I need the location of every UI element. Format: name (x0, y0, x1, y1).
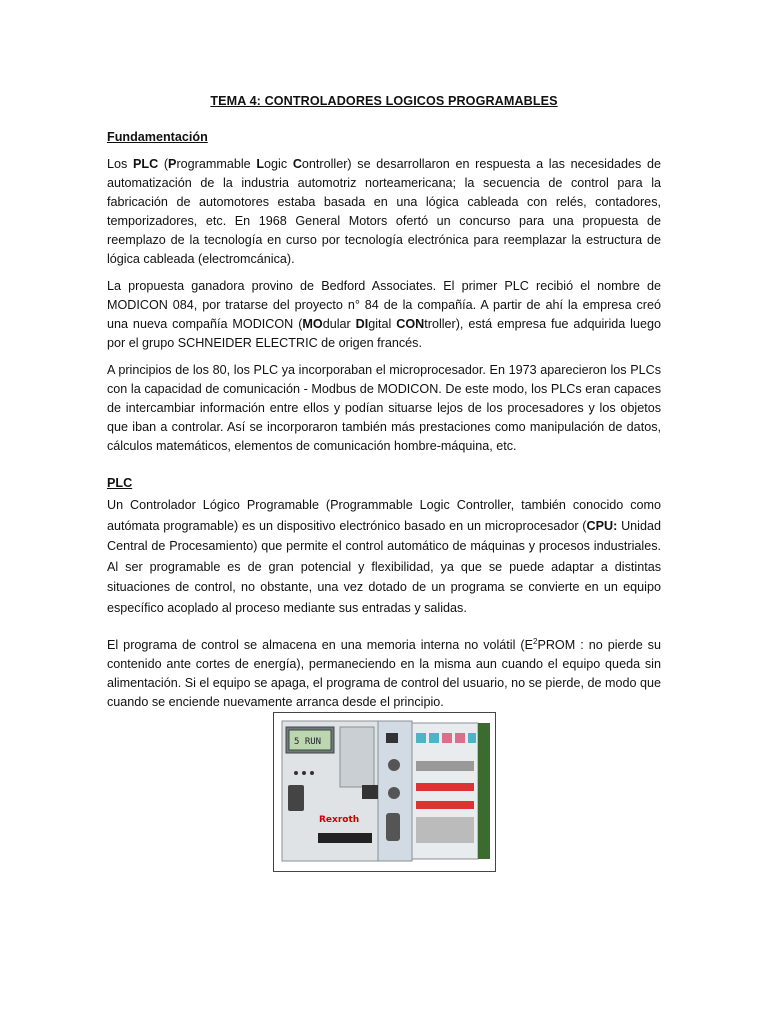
document-body (107, 92, 661, 720)
paragraph-fundamentacion-1: Los PLC (Programmable Logic Controller) se desarrollaron en respuesta a las necesidades de automatización de la industria automotriz norteamericana; la secuencia de control para la fabricación de automotores estaba basada en una lógica cableada con relés, contadores, temporizadores, etc. En 1968 General Motors ofertó un concurso para una propuesta de reemplazo de la tecnología en curso por tecnología electrónica para reemplazar la estructura de lógica cableada (electromcánica). (107, 157, 661, 266)
section-heading-fundamentacion: Fundamentación (107, 130, 208, 144)
lcd-display-text: 5 RUN (294, 737, 322, 747)
paragraph-plc-2: El programa de control se almacena en una memoria interna no volátil ($E^2PROM$ : no pierde su contenido ante cortes de energía), permaneciendo en la misma aun cuando el equipo queda sin alimentación. Si el equipo se apaga, el programa de control del usuario, no se pierde, de modo que cuando se enciende nuevamente arranca desde el principio. (107, 637, 661, 710)
page-title: TEMA 4: CONTROLADORES LOGICOS PROGRAMABLES (210, 94, 558, 108)
brand-label: Rexroth (319, 815, 360, 825)
paragraph-plc-1: Un Controlador Lógico Programable (Programmable Logic Controller, también conocido como autómata programable) es un dispositivo electrónico basado en un microprocesador (CPU: Unidad Central de Procesamiento) que permite el control automático de máquinas y procesos industriales. Al ser programable es de gran potencial y flexibilidad, ya que se puede adaptar a distintas situaciones de control, no obstante, una vez dotado de un programa se convierte en un equipo específico acoplado al proceso mediante sus entradas y salidas. (107, 498, 661, 615)
paragraph-fundamentacion-3: A principios de los 80, los PLC ya incorporaban el microprocesador. En 1973 aparecieron los PLCs con la capacidad de comunicación - Modbus de MODICON. De este modo, los PLCs eran capaces de intercambiar información entre ellos y podían situarse lejos de los procesadores y los objetos que iban a controlar. Así se incorporaron también más prestaciones como manipulación de datos, cálculos matemáticos, elementos de comunicación hombre-máquina, etc. (107, 363, 661, 453)
section-heading-plc: PLC (107, 476, 133, 490)
paragraph-fundamentacion-2: La propuesta ganadora provino de Bedford Associates. El primer PLC recibió el nombre de MODICON 084, por tratarse del proyecto n° 84 de la compañía. A partir de ahí la empresa creó una nueva compañía MODICON (MOdular DIgital CONtroller), está empresa fue adquirida luego por el grupo SCHNEIDER ELECTRIC de origen francés. (107, 279, 661, 350)
plc-device-photo (273, 712, 496, 872)
